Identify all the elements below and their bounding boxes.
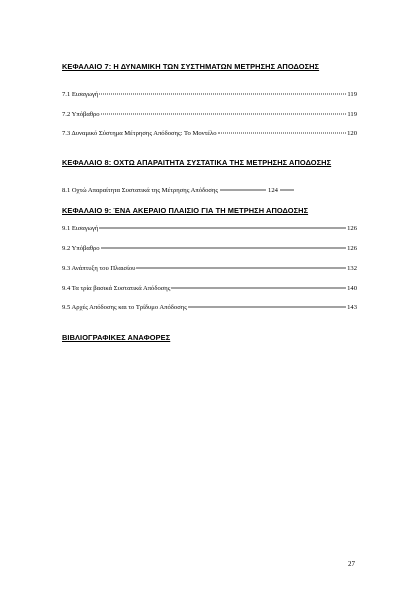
toc-entry-9-4[interactable] <box>62 284 357 294</box>
toc-entry-title: 9.4 Τα τρία βασικά Συστατικά Απόδοσης <box>62 285 171 292</box>
dot-leader <box>99 94 346 95</box>
dot-leader <box>101 114 347 115</box>
underline-leader <box>101 248 347 249</box>
toc-entry-page: 140 <box>347 285 357 292</box>
toc-entry-9-3[interactable] <box>62 264 357 274</box>
underline-leader <box>280 190 294 191</box>
dot-leader <box>218 133 347 134</box>
toc-entry-7-1[interactable] <box>62 90 357 100</box>
underline-leader <box>220 190 266 191</box>
underline-leader <box>136 268 346 269</box>
toc-entry-7-2[interactable] <box>62 110 357 120</box>
toc-entry-page: 119 <box>347 111 357 118</box>
toc-entry-title: 7.1 Εισαγωγή <box>62 91 99 98</box>
toc-entry-page: 124 <box>268 187 278 194</box>
toc-entry-page: 132 <box>347 265 357 272</box>
underline-leader <box>188 307 346 308</box>
toc-entry-8-1[interactable] <box>62 186 294 196</box>
chapter-7-heading: ΚΕΦΑΛΑΙΟ 7: Η ΔΥΝΑΜΙΚΗ ΤΩΝ ΣΥΣΤΗΜΑΤΩΝ ΜΕΤΡΗΣΗΣ ΑΠΟΔΟΣΗΣ <box>62 62 320 71</box>
toc-entry-9-5[interactable] <box>62 303 357 313</box>
toc-entry-title: 9.1 Εισαγωγή <box>62 225 99 232</box>
toc-entry-page: 143 <box>347 304 357 311</box>
references-heading[interactable]: ΒΙΒΛΙΟΓΡΑΦΙΚΕΣ ΑΝΑΦΟΡΕΣ <box>62 333 171 342</box>
toc-entry-7-3[interactable] <box>62 129 357 139</box>
chapter-9-heading: ΚΕΦΑΛΑΙΟ 9: ΈΝΑ ΑΚΕΡΑΙΟ ΠΛΑΙΣΙΟ ΓΙΑ ΤΗ ΜΕΤΡΗΣΗ ΑΠΟΔΟΣΗΣ <box>62 206 309 215</box>
toc-entry-page: 126 <box>347 245 357 252</box>
toc-entry-page: 119 <box>347 91 357 98</box>
toc-entry-title: 9.5 Αρχές Απόδοσης και το Τρίδυμο Απόδοσης <box>62 304 187 311</box>
toc-entry-title: 7.3 Δυναμικό Σύστημα Μέτρησης Απόδοσης: Το Μοντέλο <box>62 130 217 137</box>
toc-entry-9-1[interactable] <box>62 224 357 234</box>
toc-entry-title: 7.2 Υπόβαθρο <box>62 111 100 118</box>
toc-entry-title: 8.1 Οχτώ Απαραίτητα Συστατικά της Μέτρησης Απόδοσης <box>62 187 219 194</box>
page-number: 27 <box>348 560 355 568</box>
toc-entry-9-2[interactable] <box>62 244 357 254</box>
toc-entry-page: 120 <box>347 130 357 137</box>
underline-leader <box>99 228 346 229</box>
toc-entry-page: 126 <box>347 225 357 232</box>
toc-entry-title: 9.3 Ανάπτυξη του Πλαισίου <box>62 265 136 272</box>
chapter-8-heading: ΚΕΦΑΛΑΙΟ 8: ΟΧΤΩ ΑΠΑΡΑΙΤΗΤΑ ΣΥΣΤΑΤΙΚΑ ΤΗΣ ΜΕΤΡΗΣΗΣ ΑΠΟΔΟΣΗΣ <box>62 158 332 167</box>
underline-leader <box>171 288 346 289</box>
toc-entry-title: 9.2 Υπόβαθρο <box>62 245 100 252</box>
